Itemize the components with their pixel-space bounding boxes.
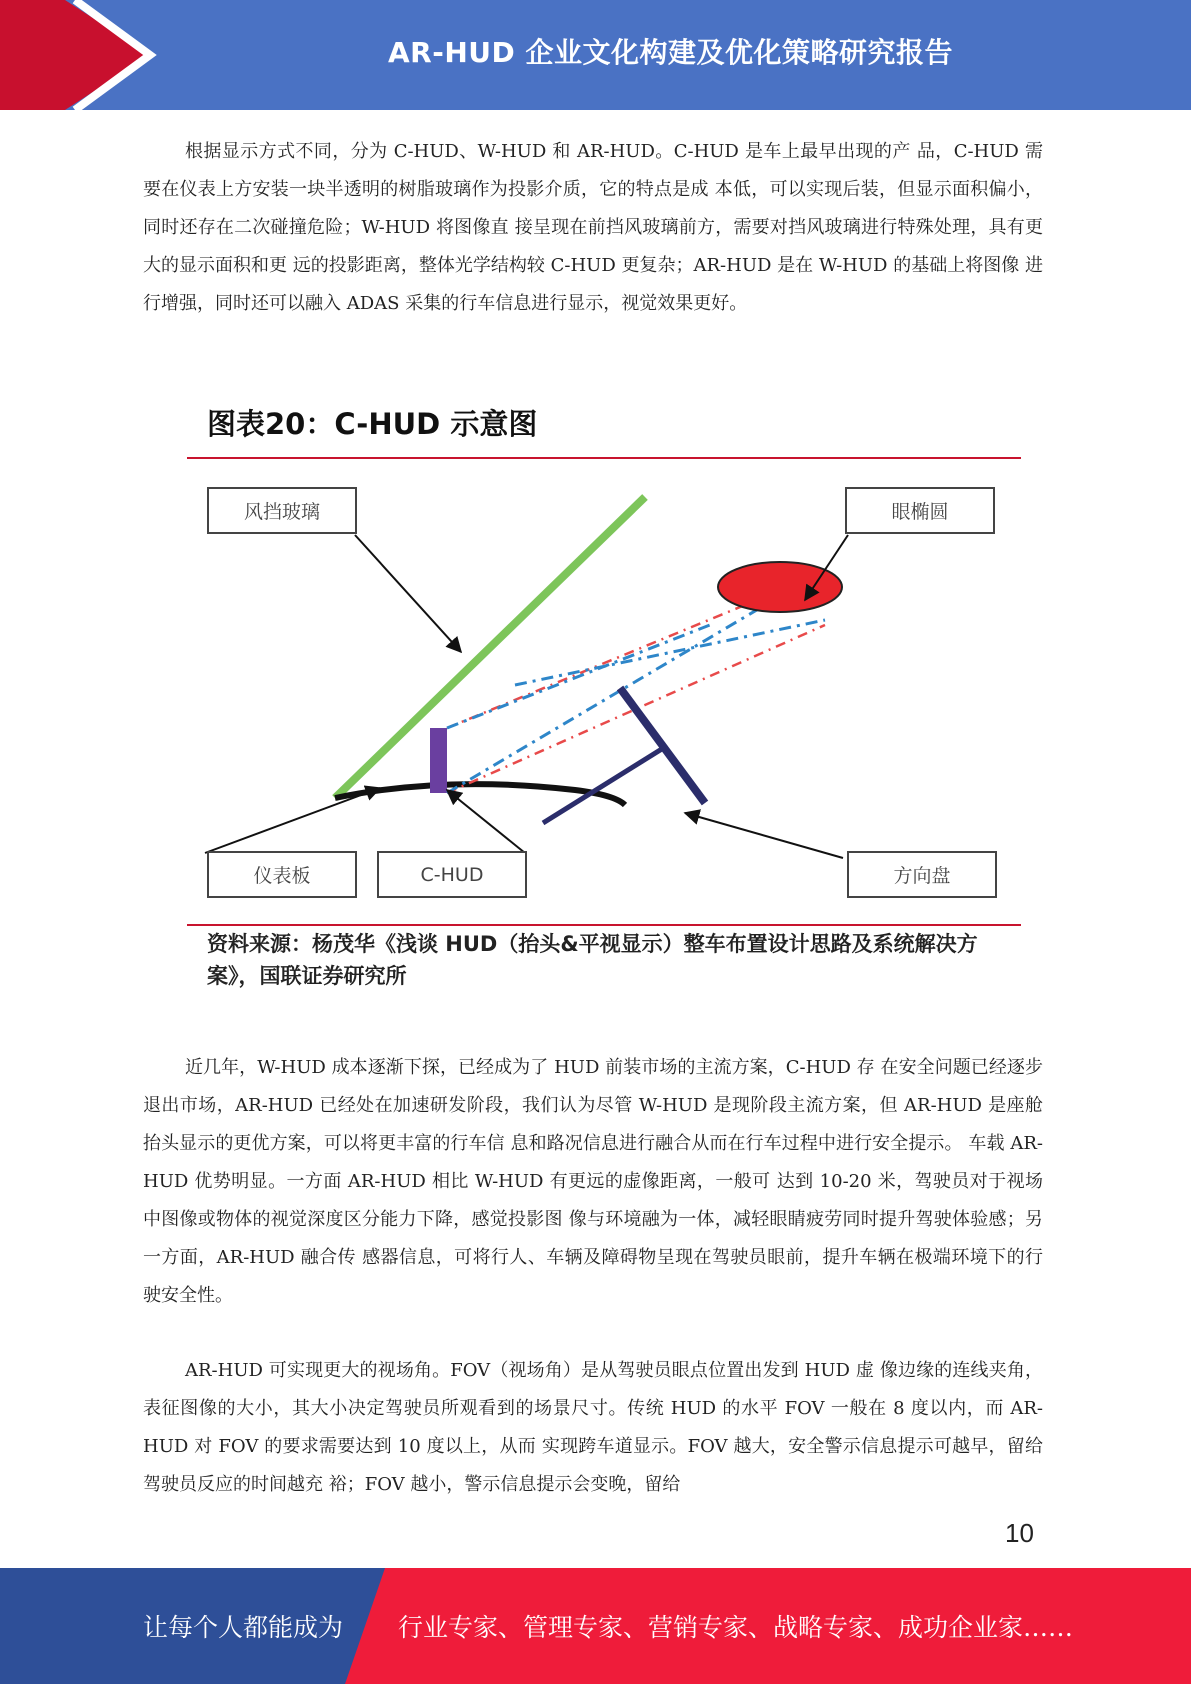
label-eye-ellipse: 眼椭圆 (845, 487, 995, 534)
arrow-steering-wheel (685, 813, 843, 858)
paragraph-hud-types: 根据显示方式不同，分为 C-HUD、W-HUD 和 AR-HUD。C-HUD 是车上最早出现的产 品，C-HUD 需要在仪表上方安装一块半透明的树脂玻璃作为投影介质，它的特点是成 本低，可以实现后装，但显示面积偏小，同时还存在二次碰撞危险；W-HUD 将图像直 接呈现在前挡风玻璃前方，需要对挡风玻璃进行特殊处理，具有更大的显示面积和更 远的投影距离，整体光学结构较 C-HUD 更复杂；AR-HUD 是在 W-HUD 的基础上将图像 进行增强，同时还可以融入 ADAS 采集的行车信息进行显示，视觉效果更好。 (143, 141, 1043, 314)
arrow-windshield (355, 535, 461, 652)
page-footer (0, 1568, 1191, 1684)
label-chud: C-HUD (377, 851, 527, 898)
footer-slogan-left: 让每个人都能成为 (143, 1613, 344, 1642)
label-dashboard: 仪表板 (207, 851, 357, 898)
chud-diagram (185, 455, 1025, 925)
sight-line-blue-1 (447, 598, 777, 793)
steering-wheel-rim (620, 688, 705, 803)
figure-bottom-rule (187, 924, 1021, 926)
arrow-chud (447, 790, 525, 853)
label-windshield: 风挡玻璃 (207, 487, 357, 534)
eye-ellipse-shape (718, 562, 842, 612)
page-header (0, 0, 1191, 110)
chud-combiner (430, 728, 447, 793)
label-steering-wheel: 方向盘 (847, 851, 997, 898)
figure-source: 资料来源：杨茂华《浅谈 HUD（抬头&平视显示）整车布置设计思路及系统解决方案》，国联证券研究所 (207, 932, 978, 988)
steering-wheel-column (543, 747, 665, 823)
header-title: AR-HUD 企业文化构建及优化策略研究报告 (387, 36, 953, 69)
paragraph-ar-hud-advantages: 近几年，W-HUD 成本逐渐下探，已经成为了 HUD 前装市场的主流方案，C-HUD 存 在安全问题已经逐步退出市场，AR-HUD 已经处在加速研发阶段，我们认为尽管 W-HUD 是现阶段主流方案，但 AR-HUD 是座舱抬头显示的更优方案，可以将更丰富的行车信 息和路况信息进行融合从而在行车过程中进行安全提示。 车载 AR-HUD 优势明显。一方面 AR-HUD 相比 W-HUD 有更远的虚像距离，一般可 达到 10-20 米，驾驶员对于视场中图像或物体的视觉深度区分能力下降，感觉投影图 像与环境融为一体，减轻眼睛疲劳同时提升驾驶体验感；另一方面，AR-HUD 融合传 感器信息，可将行人、车辆及障碍物呈现在驾驶员眼前，提升车辆在极端环境下的行 驶安全性。 (143, 1057, 1043, 1306)
sight-line-upper-blue (447, 623, 715, 728)
sight-line-blue-2 (515, 620, 825, 685)
page-number: 10 (1005, 1518, 1034, 1548)
figure-title: 图表20：C-HUD 示意图 (207, 407, 538, 441)
paragraph-fov: AR-HUD 可实现更大的视场角。FOV（视场角）是从驾驶员眼点位置出发到 HUD 虚 像边缘的连线夹角，表征图像的大小，其大小决定驾驶员所观看到的场景尺寸。传统 HUD 的水平 FOV 一般在 8 度以内，而 AR-HUD 对 FOV 的要求需要达到 10 度以上，从而 实现跨车道显示。FOV 越大，安全警示信息提示可越早，留给驾驶员反应的时间越充 裕；FOV 越小，警示信息提示会变晚，留给 (143, 1360, 1043, 1495)
arrow-dashboard (205, 788, 380, 853)
windshield-line (335, 497, 645, 798)
footer-slogan-right: 行业专家、管理专家、营销专家、战略专家、成功企业家…… (398, 1613, 1074, 1642)
